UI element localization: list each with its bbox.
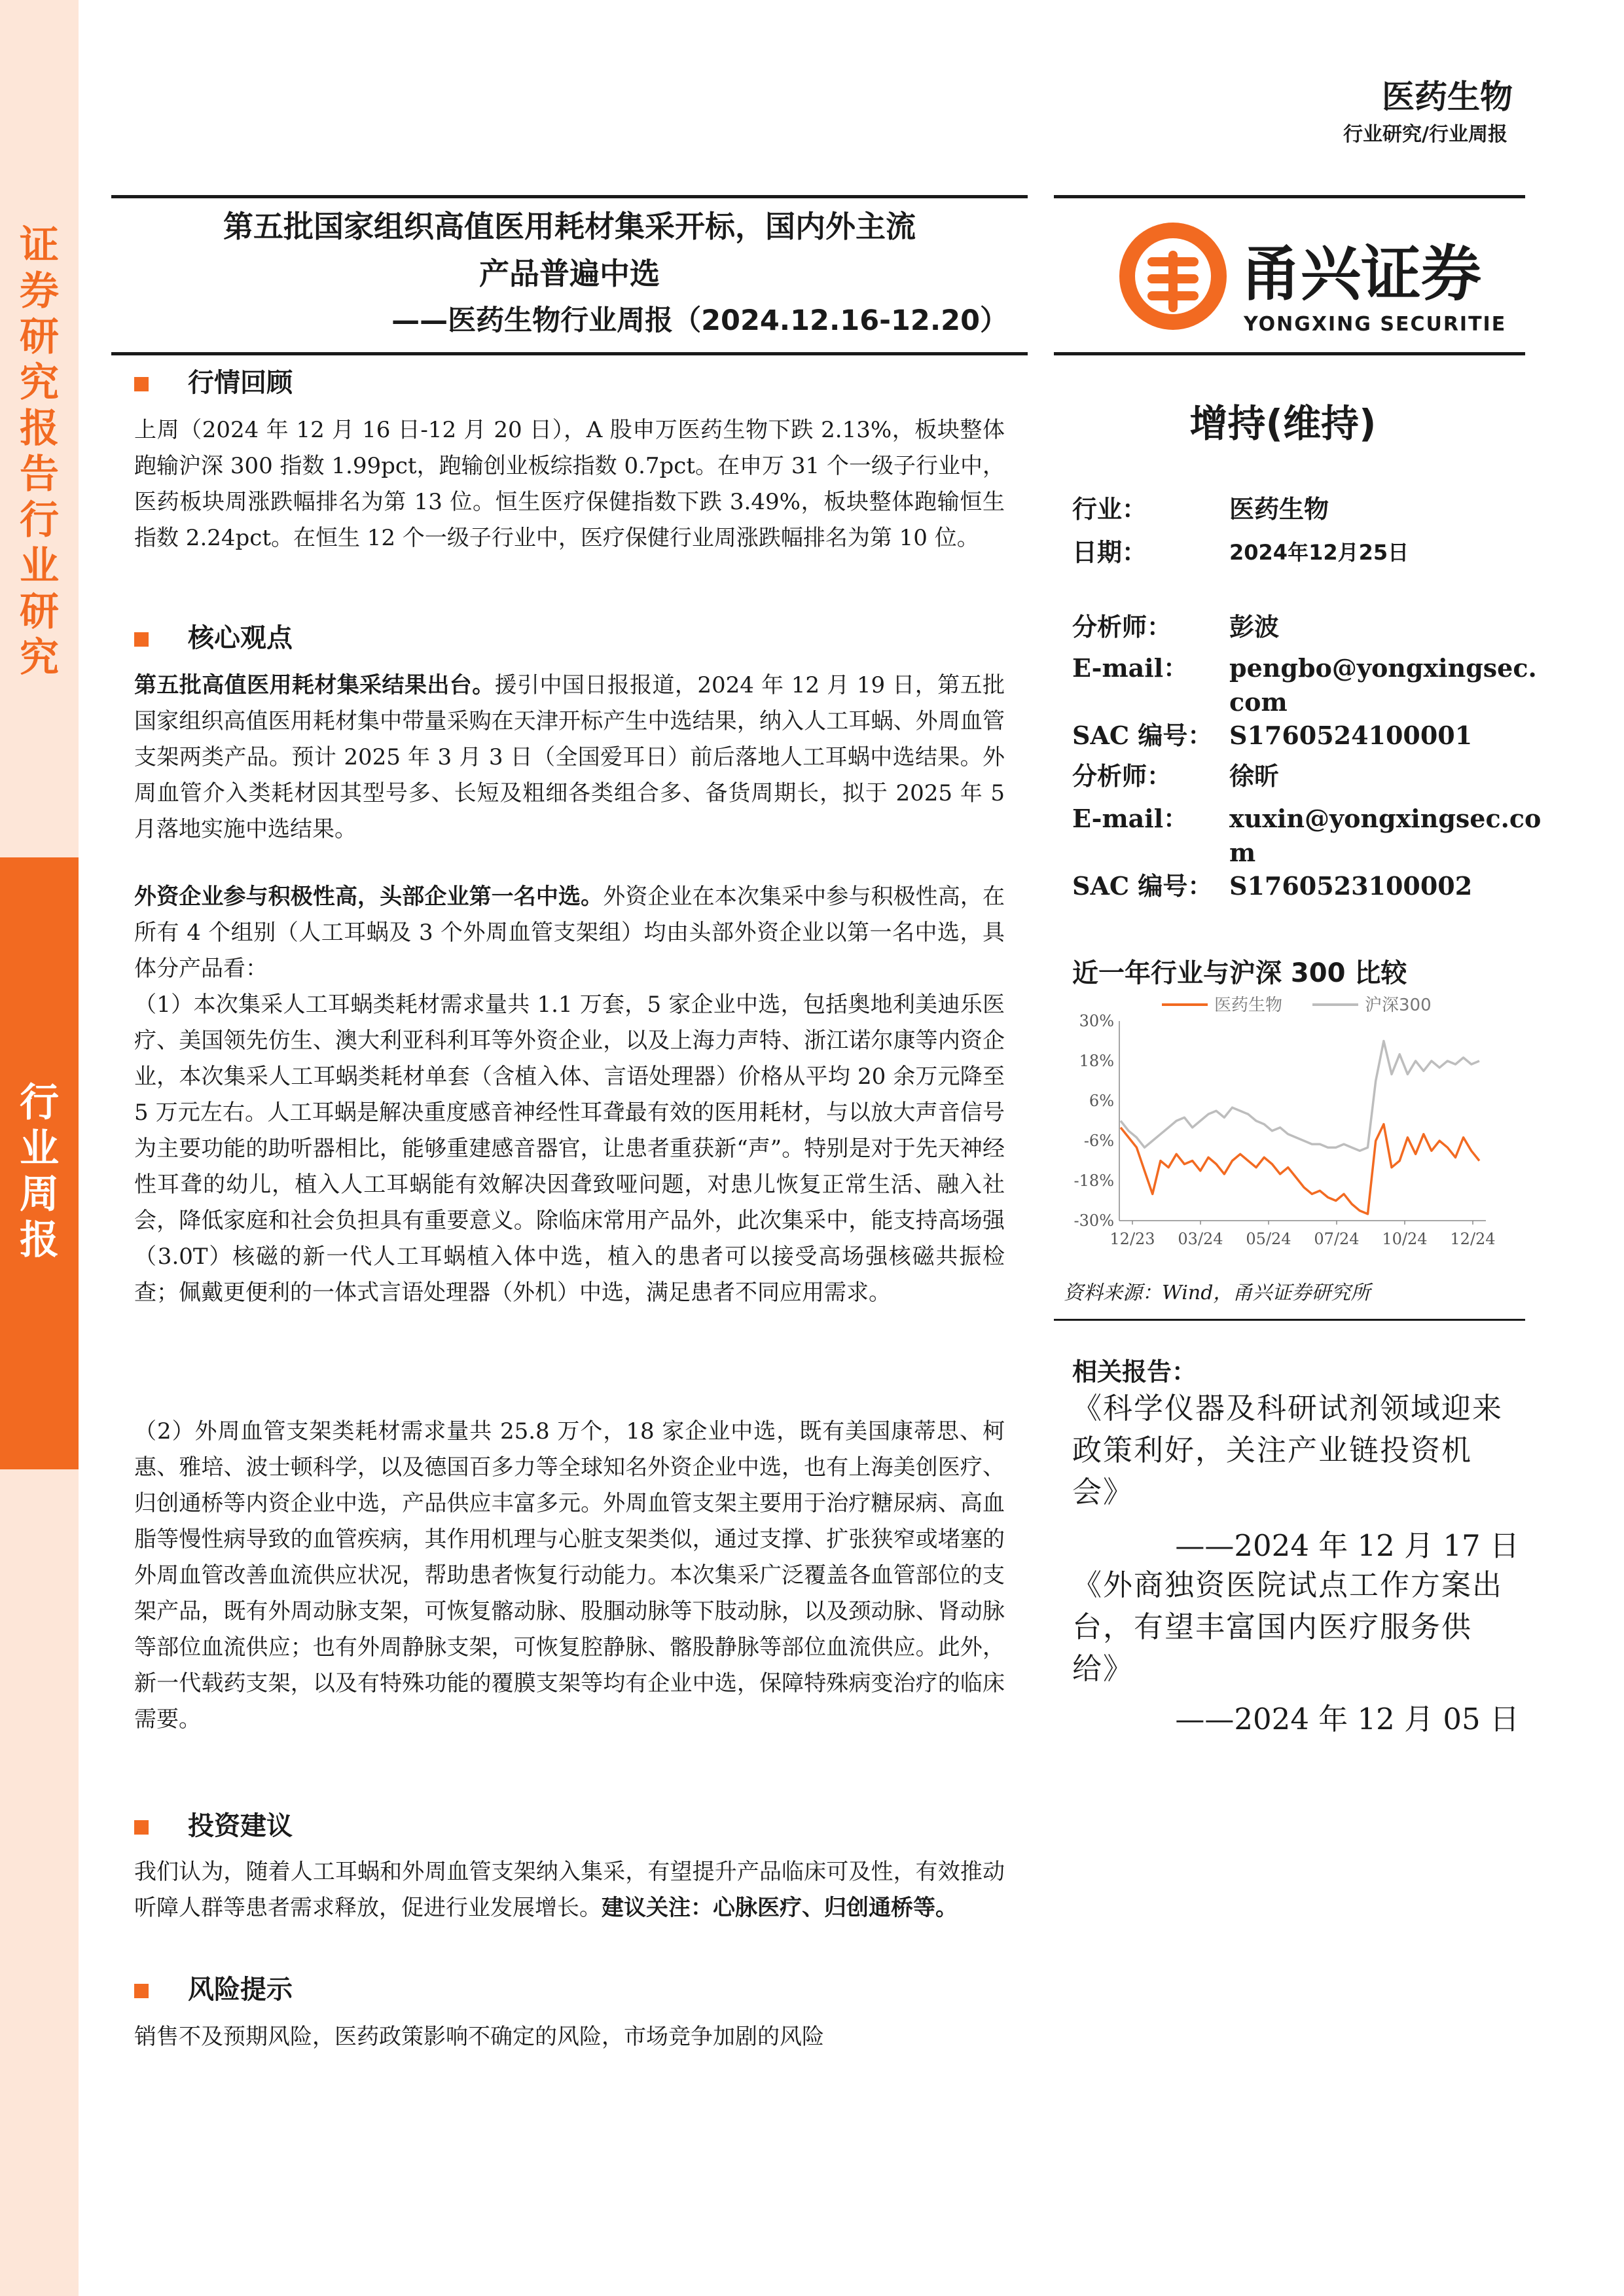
chart-source: 资料来源：Wind，甬兴证券研究所 xyxy=(1064,1282,1371,1304)
sidebar-bottom-band xyxy=(0,1469,79,2296)
logo-bottom-rule xyxy=(1054,352,1525,355)
section-invest-heading: 投资建议 xyxy=(134,1805,293,1842)
y-tick-label: -6% xyxy=(1083,1132,1114,1150)
title-subtitle: ——医药生物行业周报（2024.12.16-12.20） xyxy=(391,304,1008,337)
legend-label: 沪深300 xyxy=(1365,996,1432,1015)
related-reports-heading: 相关报告： xyxy=(1072,1357,1197,1386)
legend-label: 医药生物 xyxy=(1214,996,1283,1015)
related-report-1-date: ——2024 年 12 月 17 日 xyxy=(1175,1528,1519,1563)
title-line-1: 第五批国家组织高值医用耗材集采开标，国内外主流 xyxy=(223,209,916,244)
related-report-2-title[interactable]: 《外商独资医院试点工作方案出台，有望丰富国内医疗服务供给》 xyxy=(1072,1568,1504,1686)
risk-text: 销售不及预期风险，医药政策影响不确定的风险，市场竞争加剧的风险 xyxy=(134,2024,824,2050)
title-bottom-rule xyxy=(111,352,1028,355)
x-tick-label: 03/24 xyxy=(1178,1230,1223,1248)
report-title xyxy=(111,203,1028,344)
y-tick-label: 30% xyxy=(1079,1012,1114,1030)
x-tick-label: 10/24 xyxy=(1382,1230,1428,1248)
section-bullet-icon xyxy=(134,377,149,391)
sidebar-report-category: 证券研究报告 行业研究 xyxy=(20,223,59,681)
comparison-chart xyxy=(1054,988,1512,1263)
x-tick-label: 07/24 xyxy=(1314,1230,1360,1248)
core-view-paragraph-2: 外资企业参与积极性高，头部企业第一名中选。外资企业在本次集采中参与积极性高，在所有 4 个组别（人工耳蜗及 3 个外周血管支架组）均由头部外资企业以第一名中选，具体分产品看： xyxy=(134,884,1005,982)
section-bullet-icon xyxy=(134,1820,149,1835)
title-line-2: 产品普遍中选 xyxy=(479,256,660,291)
chart-title: 近一年行业与沪深 300 比较 xyxy=(1072,958,1407,988)
rating: 增持(维持) xyxy=(1189,401,1377,446)
invest-suggestion-text: 我们认为，随着人工耳蜗和外周血管支架纳入集采，有望提升产品临床可及性，有效推动听障人群等患者需求释放，促进行业发展增长。建议关注：心脉医疗、归创通桥等。 xyxy=(134,1859,1005,1921)
section-bullet-icon xyxy=(134,1984,149,1998)
y-tick-label: -30% xyxy=(1074,1211,1114,1230)
header-report-type: 行业研究/行业周报 xyxy=(1343,123,1507,146)
related-report-2-date: ——2024 年 12 月 05 日 xyxy=(1175,1702,1519,1736)
y-tick-label: 6% xyxy=(1089,1092,1114,1110)
core-view-paragraph-1: 第五批高值医用耗材集采结果出台。援引中国日报报道，2024 年 12 月 19 日，第五批国家组织高值医用耗材集中带量采购在天津开标产生中选结果，纳入人工耳蜗、外周血管支架两类产品。预计 2025 年 3 月 3 日（全国爱耳日）前后落地人工耳蜗中选结果。外周血管介入类耗材因其型号多、长短及粗细各类组合多、备货周期长，拟于 2025 年 5 月落地实施中选结果。 xyxy=(134,672,1005,842)
section-bullet-icon xyxy=(134,632,149,647)
y-tick-label: -18% xyxy=(1074,1172,1114,1190)
x-tick-label: 05/24 xyxy=(1246,1230,1291,1248)
header-industry: 医药生物 xyxy=(1382,78,1513,116)
logo-top-rule xyxy=(1054,195,1525,198)
x-tick-label: 12/23 xyxy=(1110,1230,1155,1248)
series-line-pharma xyxy=(1121,1124,1479,1214)
core-view-paragraph-4: （2）外周血管支架类耗材需求量共 25.8 万个，18 家企业中选，既有美国康蒂思、柯惠、雅培、波士顿科学，以及德国百多力等全球知名外资企业中选，也有上海美创医疗、归创通桥等内资企业中选，产品供应丰富多元。外周血管支架主要用于治疗糖尿病、高血脂等慢性病导致的血管疾病，其作用机理与心脏支架类似，通过支撑、扩张狭窄或堵塞的外周血管改善血流供应状况，帮助患者恢复行动能力。本次集采广泛覆盖各血管部位的支架产品，既有外周动脉支架，可恢复髂动脉、股腘动脉等下肢动脉，以及颈动脉、肾动脉等部位血流供应；也有外周静脉支架，可恢复腔静脉、髂股静脉等部位血流供应。此外，新一代载药支架，以及有特殊功能的覆膜支架等均有企业中选，保障特殊病变治疗的临床需要。 xyxy=(134,1418,1005,1732)
logo-en-name: YONGXING SECURITIES xyxy=(1244,313,1506,336)
logo-cn-name: 甬兴证券 xyxy=(1240,239,1482,309)
core-view-paragraph-3: （1）本次集采人工耳蜗类耗材需求量共 1.1 万套，5 家企业中选，包括奥地利美迪乐医疗、美国领先仿生、澳大利亚科利耳等外资企业，以及上海力声特、浙江诺尔康等内资企业，本次集采人工耳蜗类耗材单套（含植入体、言语处理器）价格从平均 20 余万元降至 5 万元左右。人工耳蜗是解决重度感音神经性耳聋最有效的医用耗材，与以放大声音信号为主要功能的助听器相比，能够重建感音器官，让患者重获新“声”。特别是对于先天神经性耳聋的幼儿，植入人工耳蜗能有效解决因聋致哑问题，对患儿恢复正常生活、融入社会，降低家庭和社会负担具有重要意义。除临床常用产品外，此次集采中，能支持高场强（3.0T）核磁的新一代人工耳蜗植入体中选，植入的患者可以接受高场强核磁共振检查；佩戴更便利的一体式言语处理器（外机）中选，满足患者不同应用需求。 xyxy=(134,992,1005,1306)
section-core-heading: 核心观点 xyxy=(134,617,293,655)
y-tick-label: 18% xyxy=(1079,1052,1114,1070)
chart-bottom-rule xyxy=(1054,1319,1525,1321)
company-logo xyxy=(1113,216,1506,347)
section-market-heading: 行情回顾 xyxy=(134,362,293,399)
series-line-hs300 xyxy=(1121,1041,1479,1151)
market-review-text: 上周（2024 年 12 月 16 日-12 月 20 日），A 股申万医药生物下跌 2.13%，板块整体跑输沪深 300 指数 1.99pct，跑输创业板综指数 0.7pct。在申万 31 个一级子行业中，医药板块周涨跌幅排名为第 13 位。恒生医疗保健指数下跌 3.49%，板块整体跑输恒生指数 2.24pct。在恒生 12 个一级子行业中，医疗保健行业周涨跌幅排名为第 10 位。 xyxy=(134,417,1005,551)
sidebar-report-type: 行业周报 xyxy=(20,1080,59,1263)
related-report-1-title[interactable]: 《科学仪器及科研试剂领域迎来政策利好，关注产业链投资机会》 xyxy=(1072,1391,1504,1509)
x-tick-label: 12/24 xyxy=(1450,1230,1496,1248)
title-top-rule xyxy=(111,195,1028,198)
section-risk-heading: 风险提示 xyxy=(134,1969,293,2006)
